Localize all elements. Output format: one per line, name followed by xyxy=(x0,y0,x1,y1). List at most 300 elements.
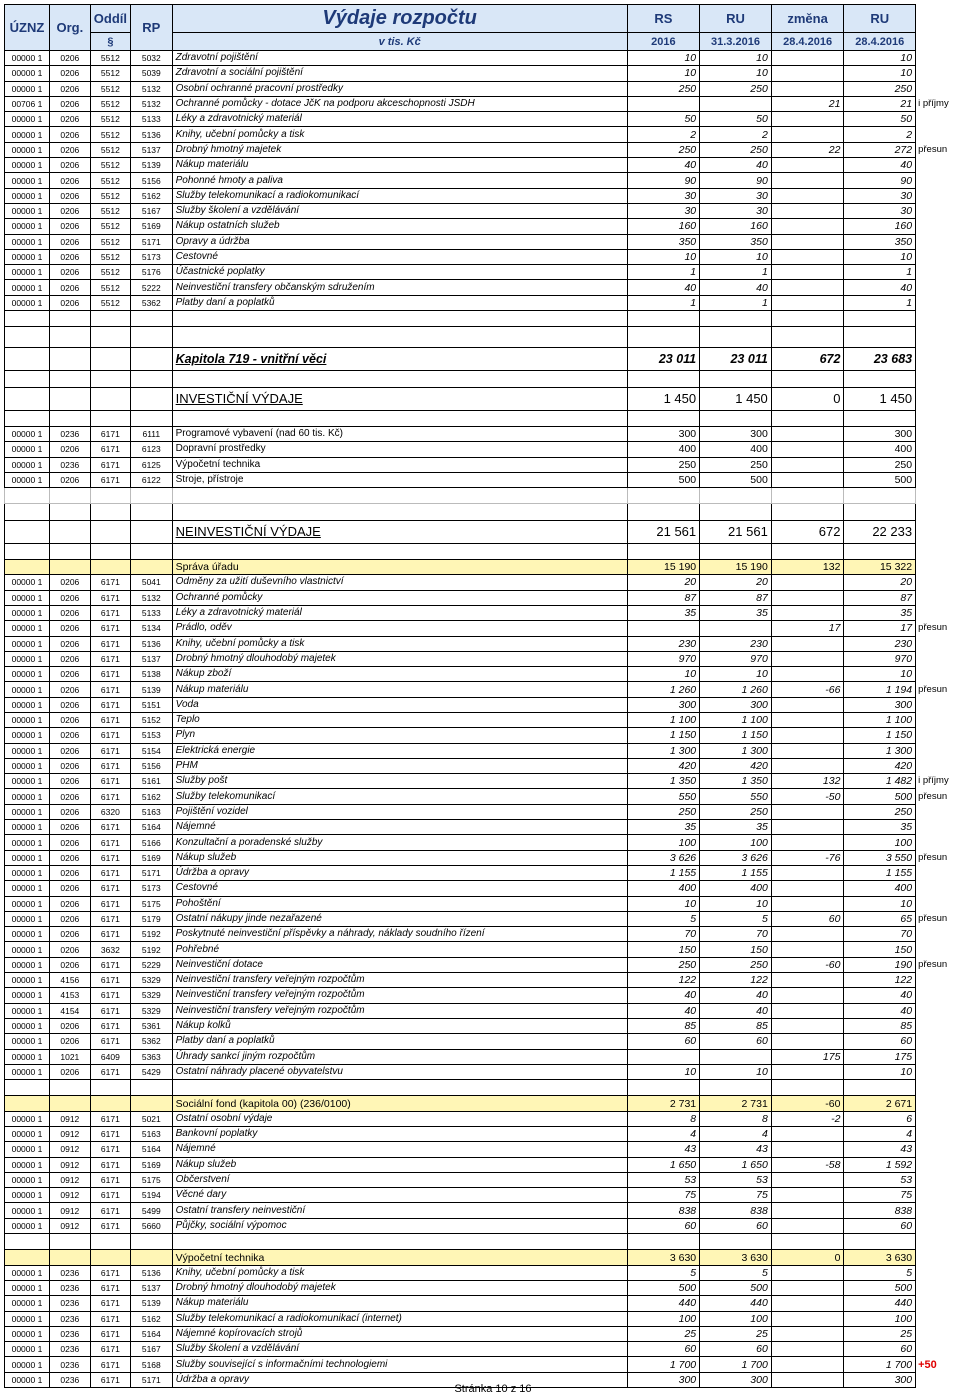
uznz-cell: 00000 1 xyxy=(5,712,50,727)
table-row xyxy=(5,1280,960,1295)
note-cell xyxy=(916,667,960,682)
empty-cell xyxy=(172,371,627,387)
table-row xyxy=(5,1034,960,1049)
rp-cell: 5329 xyxy=(130,973,172,988)
table-row xyxy=(5,743,960,758)
table-row xyxy=(5,682,960,697)
change-value xyxy=(771,1357,844,1372)
table-row xyxy=(5,1142,960,1157)
rs-value: 400 xyxy=(627,442,699,457)
note-cell xyxy=(916,280,960,295)
note-cell xyxy=(916,311,960,327)
org-cell: 0236 xyxy=(49,1326,90,1341)
ru-value: 300 xyxy=(700,1372,772,1387)
uznz-cell xyxy=(5,1250,50,1265)
change-value xyxy=(771,1280,844,1295)
uznz-cell: 00000 1 xyxy=(5,1372,50,1387)
table-row xyxy=(5,927,960,942)
rp-cell: 5162 xyxy=(130,789,172,804)
note-cell: přesun xyxy=(918,958,948,970)
table-row xyxy=(5,1218,960,1233)
org-cell: 0206 xyxy=(49,249,90,264)
oddil-cell: 5512 xyxy=(90,234,130,249)
rp-cell: 5175 xyxy=(130,896,172,911)
uznz-cell: 00000 1 xyxy=(5,774,50,789)
uznz-cell: 00000 1 xyxy=(5,988,50,1003)
ru-value: 420 xyxy=(700,758,772,773)
description-cell: Léky a zdravotnický materiál xyxy=(172,112,627,127)
change-value xyxy=(771,1003,844,1018)
rs-value: 20 xyxy=(627,575,699,590)
org-cell: 0236 xyxy=(49,457,90,472)
rs-value: 60 xyxy=(627,1034,699,1049)
note-cell xyxy=(916,865,960,880)
rp-cell: 5175 xyxy=(130,1172,172,1187)
uznz-cell: 00000 1 xyxy=(5,1127,50,1142)
description-cell: Opravy a údržba xyxy=(172,234,627,249)
rp-cell: 5154 xyxy=(130,743,172,758)
change-value xyxy=(771,651,844,666)
col-ru-date: 31.3.2016 xyxy=(700,33,772,51)
rp-cell: 5156 xyxy=(130,758,172,773)
table-row xyxy=(5,472,960,487)
rs-value: 10 xyxy=(627,896,699,911)
note-cell xyxy=(916,804,960,819)
empty-cell xyxy=(700,371,772,387)
rs-value: 25 xyxy=(627,1326,699,1341)
rs-value: 90 xyxy=(627,173,699,188)
rp-cell xyxy=(130,1250,172,1265)
ru-new-value: 20 xyxy=(844,575,916,590)
ru-new-value: 10 xyxy=(844,66,916,81)
table-row xyxy=(5,173,960,188)
empty-cell xyxy=(130,1080,172,1096)
rp-cell: 5041 xyxy=(130,575,172,590)
ru-new-value: 30 xyxy=(844,188,916,203)
empty-cell xyxy=(771,410,844,426)
note-cell xyxy=(916,348,960,371)
budget-table xyxy=(4,4,960,1388)
change-value xyxy=(771,112,844,127)
ru-value: 5 xyxy=(700,911,772,926)
rs-value: 300 xyxy=(627,697,699,712)
ru-new-value: 100 xyxy=(844,835,916,850)
change-value xyxy=(771,1296,844,1311)
change-value xyxy=(771,973,844,988)
oddil-cell: 6171 xyxy=(90,697,130,712)
empty-row xyxy=(5,1234,960,1250)
description-cell: Pohonné hmoty a paliva xyxy=(172,173,627,188)
org-cell: 0206 xyxy=(49,442,90,457)
ru-new-value: 90 xyxy=(844,173,916,188)
table-row xyxy=(5,112,960,127)
description-cell: Odměny za užití duševního vlastnictví xyxy=(172,575,627,590)
description-cell: Drobný hmotný majetek xyxy=(172,142,627,157)
empty-cell xyxy=(172,543,627,559)
section-row xyxy=(5,1096,960,1111)
ru-value: 1 100 xyxy=(700,712,772,727)
ru-value: 3 630 xyxy=(700,1250,772,1265)
change-value xyxy=(771,758,844,773)
ru-value: 20 xyxy=(700,575,772,590)
rp-cell: 6123 xyxy=(130,442,172,457)
ru-value: 40 xyxy=(700,158,772,173)
uznz-cell: 00000 1 xyxy=(5,81,50,96)
empty-cell xyxy=(5,311,50,327)
description-cell: Neinvestiční transfery občanským sdružením xyxy=(172,280,627,295)
org-cell: 0206 xyxy=(49,295,90,310)
rs-value: 250 xyxy=(627,142,699,157)
rs-value: 5 xyxy=(627,1265,699,1280)
empty-cell xyxy=(627,311,699,327)
ru-value: 8 xyxy=(700,1111,772,1126)
change-value xyxy=(771,188,844,203)
org-cell: 0206 xyxy=(49,590,90,605)
description-cell: Nájemné xyxy=(172,820,627,835)
org-cell xyxy=(49,348,90,371)
description-cell: Služby školení a vzdělávání xyxy=(172,1342,627,1357)
ru-new-value: 350 xyxy=(844,234,916,249)
rp-cell: 5192 xyxy=(130,927,172,942)
rs-value: 30 xyxy=(627,188,699,203)
description-cell: Údržba a opravy xyxy=(172,865,627,880)
org-cell: 0206 xyxy=(49,789,90,804)
table-row xyxy=(5,881,960,896)
table-row xyxy=(5,1326,960,1341)
empty-cell xyxy=(700,1080,772,1096)
org-cell: 0206 xyxy=(49,667,90,682)
section-row xyxy=(5,1250,960,1265)
uznz-cell: 00000 1 xyxy=(5,127,50,142)
description-cell: Nájemné xyxy=(172,1142,627,1157)
note-cell: i příjmy xyxy=(918,775,949,787)
rp-cell: 5362 xyxy=(130,1034,172,1049)
empty-cell xyxy=(771,543,844,559)
ru-new-value: 40 xyxy=(844,158,916,173)
rp-cell: 5136 xyxy=(130,127,172,142)
note-cell xyxy=(916,203,960,218)
rp-cell: 5194 xyxy=(130,1188,172,1203)
uznz-cell: 00000 1 xyxy=(5,1003,50,1018)
change-value xyxy=(771,1127,844,1142)
table-row xyxy=(5,158,960,173)
change-value xyxy=(771,1018,844,1033)
org-cell: 0912 xyxy=(49,1111,90,1126)
uznz-cell: 00000 1 xyxy=(5,927,50,942)
ru-value: 250 xyxy=(700,81,772,96)
rp-cell: 5173 xyxy=(130,249,172,264)
ru-value: 500 xyxy=(700,1280,772,1295)
rs-value: 250 xyxy=(627,81,699,96)
uznz-cell: 00000 1 xyxy=(5,590,50,605)
note-cell xyxy=(916,457,960,472)
empty-cell xyxy=(49,1234,90,1250)
table-row xyxy=(5,667,960,682)
ru-value xyxy=(700,1049,772,1064)
org-cell xyxy=(49,387,90,410)
ru-value: 43 xyxy=(700,1142,772,1157)
note-cell xyxy=(916,234,960,249)
ru-value: 23 011 xyxy=(700,348,772,371)
description-cell: Nákup zboží xyxy=(172,667,627,682)
rs-value: 250 xyxy=(627,457,699,472)
ru-new-value: 838 xyxy=(844,1203,916,1218)
rs-value: 50 xyxy=(627,112,699,127)
ru-value: 300 xyxy=(700,697,772,712)
note-cell xyxy=(916,442,960,457)
org-cell xyxy=(49,560,90,575)
note-cell xyxy=(916,1018,960,1033)
description-cell: Poskytnuté neinvestiční příspěvky a náhrady, náklady soudního řízení xyxy=(172,927,627,942)
ru-new-value: 1 592 xyxy=(844,1157,916,1172)
note-cell xyxy=(916,1218,960,1233)
rp-cell xyxy=(130,1096,172,1111)
rs-value: 8 xyxy=(627,1111,699,1126)
summary-row xyxy=(5,348,960,371)
page-title: Výdaje rozpočtu xyxy=(172,5,627,33)
change-value xyxy=(771,728,844,743)
org-cell: 0206 xyxy=(49,158,90,173)
paragraph-mark: § xyxy=(90,33,130,51)
empty-cell xyxy=(627,504,699,520)
description-cell: Nákup materiálu xyxy=(172,158,627,173)
ru-new-value: 60 xyxy=(844,1034,916,1049)
note-cell xyxy=(916,1296,960,1311)
uznz-cell: 00000 1 xyxy=(5,743,50,758)
ru-value: 60 xyxy=(700,1218,772,1233)
change-value xyxy=(771,442,844,457)
change-value: -50 xyxy=(771,789,844,804)
ru-value: 15 190 xyxy=(700,560,772,575)
uznz-cell: 00000 1 xyxy=(5,682,50,697)
change-value: -76 xyxy=(771,850,844,865)
table-row xyxy=(5,280,960,295)
rs-value: 230 xyxy=(627,636,699,651)
oddil-cell: 6171 xyxy=(90,743,130,758)
oddil-cell: 6171 xyxy=(90,1188,130,1203)
ru-new-value: 100 xyxy=(844,1311,916,1326)
rp-cell: 5162 xyxy=(130,1311,172,1326)
oddil-cell: 6171 xyxy=(90,1311,130,1326)
rs-value: 250 xyxy=(627,957,699,972)
note-cell xyxy=(916,590,960,605)
ru-value: 500 xyxy=(700,472,772,487)
ru-new-value: 75 xyxy=(844,1188,916,1203)
oddil-cell: 6171 xyxy=(90,472,130,487)
org-cell: 0206 xyxy=(49,605,90,620)
rs-value: 100 xyxy=(627,835,699,850)
description-cell: Dopravní prostředky xyxy=(172,442,627,457)
ru-new-value: 300 xyxy=(844,1372,916,1387)
change-value xyxy=(771,472,844,487)
empty-cell xyxy=(771,371,844,387)
description-cell: Programové vybavení (nad 60 tis. Kč) xyxy=(172,426,627,441)
table-header xyxy=(5,5,960,51)
org-cell: 0912 xyxy=(49,1188,90,1203)
uznz-cell: 00000 1 xyxy=(5,249,50,264)
description-cell: Pohoštění xyxy=(172,896,627,911)
table-row xyxy=(5,911,960,926)
rp-cell xyxy=(130,520,172,543)
ru-value: 10 xyxy=(700,249,772,264)
rs-value: 1 100 xyxy=(627,712,699,727)
uznz-cell: 00000 1 xyxy=(5,51,50,66)
note-cell xyxy=(916,410,960,426)
ru-value: 122 xyxy=(700,973,772,988)
change-value xyxy=(771,636,844,651)
empty-row xyxy=(5,1080,960,1096)
empty-cell xyxy=(771,504,844,520)
rs-value: 970 xyxy=(627,651,699,666)
ru-value: 440 xyxy=(700,1296,772,1311)
empty-cell xyxy=(130,410,172,426)
note-cell xyxy=(916,265,960,280)
rp-cell: 5229 xyxy=(130,957,172,972)
description-cell: Půjčky, sociální výpomoc xyxy=(172,1218,627,1233)
org-cell: 0912 xyxy=(49,1157,90,1172)
table-row xyxy=(5,651,960,666)
description-cell: Knihy, učební pomůcky a tisk xyxy=(172,127,627,142)
rs-value: 10 xyxy=(627,51,699,66)
description-cell: Bankovní poplatky xyxy=(172,1127,627,1142)
ru-new-value: 17 xyxy=(844,621,916,636)
description-cell: Ostatní nákupy jinde nezařazené xyxy=(172,911,627,926)
oddil-cell: 6171 xyxy=(90,712,130,727)
oddil-cell: 5512 xyxy=(90,66,130,81)
empty-cell xyxy=(130,1234,172,1250)
ru-value: 90 xyxy=(700,173,772,188)
oddil-cell: 5512 xyxy=(90,265,130,280)
oddil-cell xyxy=(90,387,130,410)
table-row xyxy=(5,249,960,264)
ru-new-value: 70 xyxy=(844,927,916,942)
rs-value: 420 xyxy=(627,758,699,773)
ru-new-value: 30 xyxy=(844,203,916,218)
ru-new-value: 3 550 xyxy=(844,850,916,865)
note-cell xyxy=(916,327,960,348)
oddil-cell: 6171 xyxy=(90,667,130,682)
org-cell: 0206 xyxy=(49,234,90,249)
change-value xyxy=(771,1064,844,1079)
ru-value: 250 xyxy=(700,142,772,157)
oddil-cell: 6171 xyxy=(90,911,130,926)
ru-new-value: 43 xyxy=(844,1142,916,1157)
ru-new-value: 160 xyxy=(844,219,916,234)
rp-cell: 5222 xyxy=(130,280,172,295)
oddil-cell: 6171 xyxy=(90,1218,130,1233)
rs-value: 10 xyxy=(627,1064,699,1079)
ru-value: 1 155 xyxy=(700,865,772,880)
empty-cell xyxy=(5,1080,50,1096)
table-row xyxy=(5,575,960,590)
uznz-cell: 00000 1 xyxy=(5,1018,50,1033)
ru-new-value: 60 xyxy=(844,1218,916,1233)
note-cell xyxy=(916,835,960,850)
rs-value: 100 xyxy=(627,1311,699,1326)
empty-cell xyxy=(771,311,844,327)
rs-value: 10 xyxy=(627,249,699,264)
table-row xyxy=(5,1203,960,1218)
description-cell: Nájemné kopírovacích strojů xyxy=(172,1326,627,1341)
note-cell: přesun xyxy=(918,790,948,802)
rp-cell: 5168 xyxy=(130,1357,172,1372)
table-row xyxy=(5,442,960,457)
change-value xyxy=(771,249,844,264)
description-cell: Platby daní a poplatků xyxy=(172,1034,627,1049)
oddil-cell: 6171 xyxy=(90,957,130,972)
rp-cell: 5139 xyxy=(130,1296,172,1311)
uznz-cell: 00000 1 xyxy=(5,896,50,911)
ru-new-value: 150 xyxy=(844,942,916,957)
note-cell xyxy=(916,1342,960,1357)
oddil-cell xyxy=(90,1250,130,1265)
note-cell xyxy=(916,81,960,96)
table-row xyxy=(5,203,960,218)
ru-value: 100 xyxy=(700,1311,772,1326)
col-ru-new-header: RU xyxy=(844,5,916,33)
table-row xyxy=(5,590,960,605)
change-value xyxy=(771,234,844,249)
note-cell xyxy=(916,1157,960,1172)
ru-value: 2 731 xyxy=(700,1096,772,1111)
note-cell xyxy=(916,942,960,957)
org-cell: 0206 xyxy=(49,280,90,295)
empty-cell xyxy=(844,488,916,504)
rp-cell: 5660 xyxy=(130,1218,172,1233)
oddil-cell: 6171 xyxy=(90,728,130,743)
oddil-cell: 6171 xyxy=(90,789,130,804)
uznz-cell: 00000 1 xyxy=(5,1064,50,1079)
ru-new-value: 500 xyxy=(844,789,916,804)
org-cell: 0206 xyxy=(49,804,90,819)
oddil-cell: 5512 xyxy=(90,219,130,234)
note-cell xyxy=(916,712,960,727)
uznz-cell xyxy=(5,1096,50,1111)
ru-new-value: 300 xyxy=(844,426,916,441)
ru-value: 10 xyxy=(700,1064,772,1079)
change-value xyxy=(771,881,844,896)
table-row xyxy=(5,758,960,773)
org-cell: 0206 xyxy=(49,712,90,727)
org-cell: 0206 xyxy=(49,112,90,127)
empty-cell xyxy=(49,1080,90,1096)
table-row xyxy=(5,804,960,819)
oddil-cell: 6171 xyxy=(90,1342,130,1357)
change-value xyxy=(771,219,844,234)
org-cell: 0206 xyxy=(49,774,90,789)
ru-value: 230 xyxy=(700,636,772,651)
empty-cell xyxy=(5,327,50,348)
uznz-cell: 00000 1 xyxy=(5,973,50,988)
org-cell: 0206 xyxy=(49,219,90,234)
org-cell: 0236 xyxy=(49,1342,90,1357)
rp-cell: 5362 xyxy=(130,295,172,310)
description-cell: Teplo xyxy=(172,712,627,727)
ru-new-value: 22 233 xyxy=(844,520,916,543)
change-value: 132 xyxy=(771,560,844,575)
ru-new-value: 1 155 xyxy=(844,865,916,880)
org-cell xyxy=(49,1096,90,1111)
rs-value: 300 xyxy=(627,426,699,441)
org-cell: 4154 xyxy=(49,1003,90,1018)
note-cell xyxy=(916,112,960,127)
ru-new-value: 3 630 xyxy=(844,1250,916,1265)
oddil-cell: 6171 xyxy=(90,881,130,896)
description-cell: Výpočetní technika xyxy=(172,1250,627,1265)
org-cell: 0236 xyxy=(49,1280,90,1295)
change-value xyxy=(771,457,844,472)
empty-cell xyxy=(172,504,627,520)
